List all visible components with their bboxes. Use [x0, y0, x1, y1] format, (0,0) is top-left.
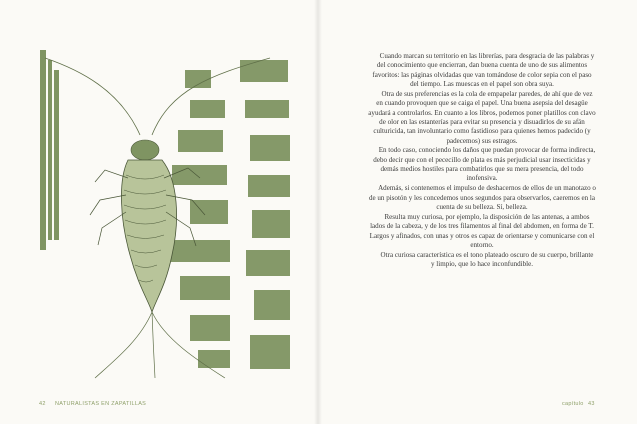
rotated-text-band [40, 50, 59, 250]
body-text [368, 52, 596, 270]
left-running-title: NATURALISTAS EN ZAPATILLAS [55, 401, 147, 407]
paragraph: En todo caso, conociendo los daños que puedan provocar de forma indirecta, debo decir que con el pececillo de plata es más perjudicial usar insecticidas y demás medios hostiles para combatirlos que su mera presencia, del todo inofensiva. [373, 146, 596, 183]
background-lettering [168, 60, 290, 369]
silverfish-illustration [40, 50, 300, 380]
paragraph: Además, si contenemos el impulso de deshacernos de ellos de un manotazo o de un pisotón y les concedemos unos segundos para observarlos, caeremos en la cuenta de su belleza. Sí, belleza. [368, 184, 596, 211]
left-page-number: 42 [39, 401, 46, 407]
paragraph: Resulta muy curiosa, por ejemplo, la disposición de las antenas, a ambos lados de la cabeza, y de los tres filamentos al final del abdomen, en forma de T. Largos y afinados, con unas y otros es capaz de orientarse y comunicarse con el entorno. [369, 212, 595, 249]
paragraph: Otra curiosa característica es el tono plateado oscuro de su cuerpo, brillante y limpio, que lo hace inconfundible. [380, 250, 594, 269]
right-page-number: 43 [588, 401, 595, 407]
right-running-title: capítulo [562, 401, 584, 407]
gutter-shadow [314, 0, 322, 424]
paragraph: Cuando marcan su territorio en las librerías, para desgracia de las palabras y del conocimiento que encierran, dan buena cuenta de uno de sus alimentos favoritos: las páginas olvidadas que van tomándose de color sepia con el paso del tiempo. Las muescas en el papel son obra suya. [372, 52, 595, 89]
antennae [45, 58, 270, 135]
left-page [0, 0, 318, 424]
paragraph: Otra de sus preferencias es la cola de empapelar paredes, de ahí que de vez en cuando provoquen que se caiga el papel. Una buena asepsia del desagüe ayudará a controlarlos. En cuanto a los libros, podemos poner platillos con clavo de olor en las estanterías para evitar su presencia y disuadirlos de su afán culturicida, tan involuntario como fastidioso para quienes hemos padecido (y padecemos) sus estragos. [368, 89, 596, 145]
